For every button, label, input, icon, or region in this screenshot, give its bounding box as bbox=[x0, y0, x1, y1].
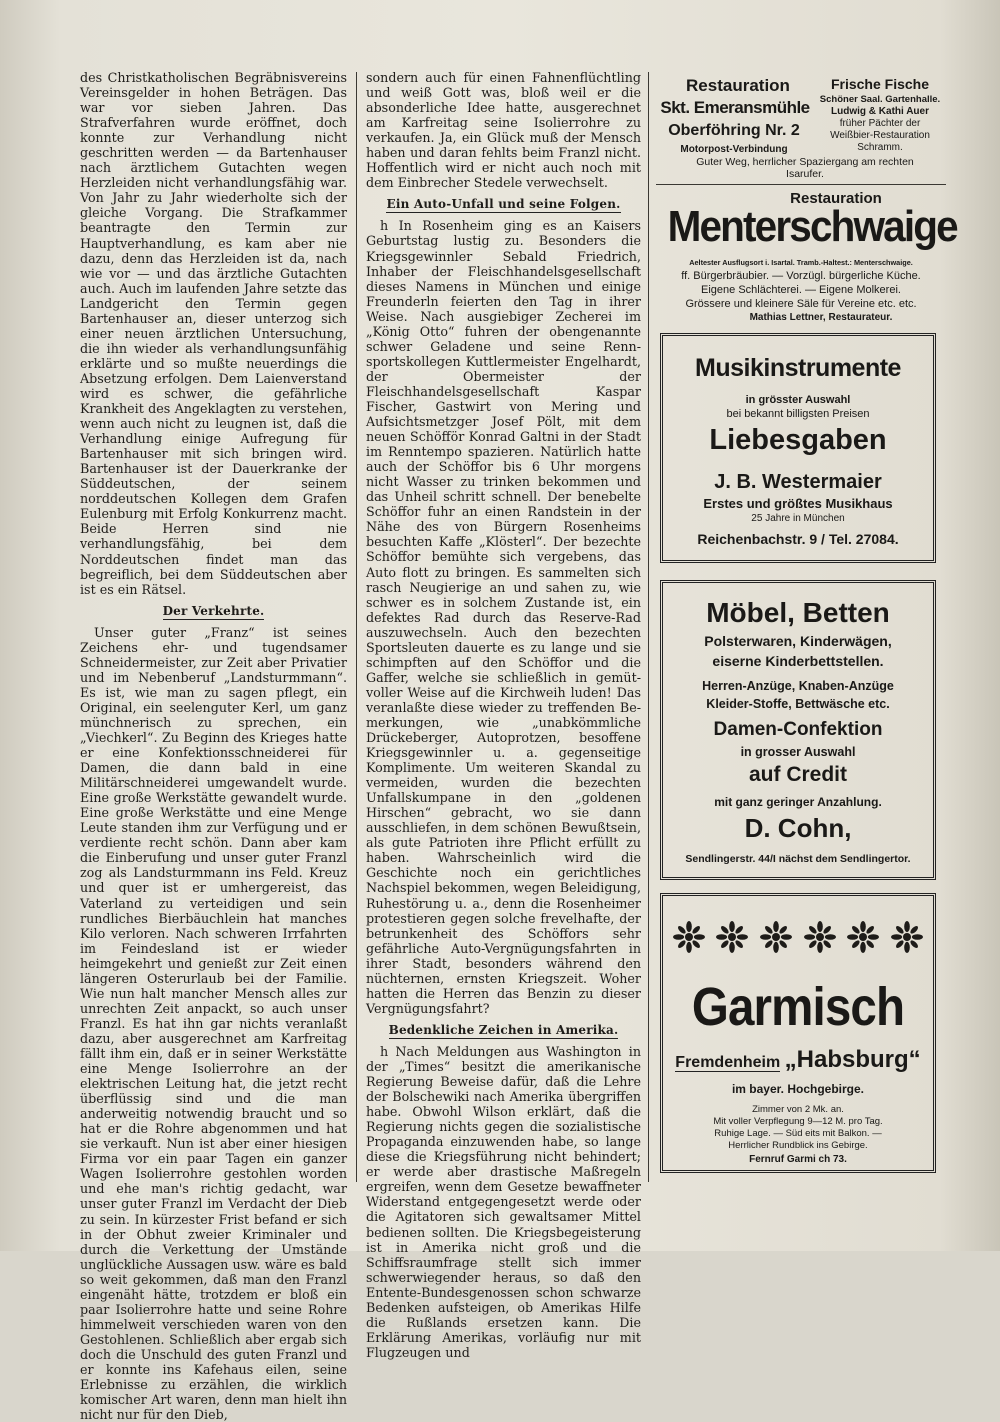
ad-moebel-betten bbox=[660, 580, 936, 880]
column-rule bbox=[648, 72, 649, 1182]
ad-line: Polsterwaren, Kinderwägen, bbox=[704, 633, 892, 649]
edelweiss-icon bbox=[760, 921, 792, 953]
ad-title: Möbel, Betten bbox=[706, 597, 890, 628]
ad-line: Grössere und kleinere Säle für Vereine etc. etc. bbox=[685, 298, 917, 310]
article-column-1 bbox=[80, 70, 347, 1422]
article-heading-der-verkehrte: Der Verkehrte. bbox=[162, 603, 265, 618]
ad-line: eiserne Kinderbettstellen. bbox=[712, 653, 884, 669]
article-heading-amerika: Bedenkliche Zeichen in Amerika. bbox=[388, 1022, 619, 1037]
ad-line: ff. Bürgerbräubier. — Vorzügl. bürgerliche Küche. bbox=[681, 270, 921, 282]
ad-line: in grösster Auswahl bbox=[745, 394, 851, 406]
ad-title-right: Frische Fische bbox=[830, 76, 930, 92]
article-column-2 bbox=[366, 70, 641, 1360]
ad-address: Reichenbachstr. 9 / Tel. 27084. bbox=[697, 531, 899, 547]
ad-headline: Liebesgaben bbox=[709, 424, 887, 456]
edelweiss-icon bbox=[804, 921, 836, 953]
ad-name: Menterschwaige bbox=[667, 202, 957, 251]
ad-line: Zimmer von 2 Mk. an. bbox=[752, 1104, 844, 1115]
ad-line: Herren-Anzüge, Knaben-Anzüge bbox=[702, 679, 894, 693]
article-paragraph: des Christkatholischen Begräbnisvereins Vereinsgelder in hohen Beträgen. Das war vor sieben Jahren. Das Strafverfahren wurde eröffnet, doch konnte zur Verhandlung nicht geschritten werden — da Bartenhauser nach ärztlichem Gutachten wegen Herzleiden nicht verhandlungsfähig war. Von Jahr zu Jahr wiederholte sich der gleiche Vorgang. Die Strafkammer beantragte den Termin zur Hauptverhandlung, es kam aber nie dazu, denn das Herzleiden ist da, nach wie vor — und das ärztliche Gutachten auch. Auch im laufenden Jahre setzte das Landgericht den Termin gegen Bartenhauser an, dieser unterzog sich einer neuen ärztlichen Untersuchung, die ihn wieder als verhandlungsunfähig erklärte und so mußte neuerdings die Absetzung erfolgen. Dem Laienverstand wird es schwer, die gefährliche Krankheit des Angeklagten zu verstehen, wenn auch nicht zu leugnen ist, daß die Verhandlung einige Aufregung für Bartenhauser mit sich bringen wird. Bartenhauser ist der Dauerkranke der Süddeutschen, der seinem norddeutschen Kollegen dem Grafen Eulenburg mit Erfolg Konkurrenz macht. Beide Herren sind nie verhandlungsfähig, bei dem Norddeutschen findet man das begreiflich, bei dem Süddeutschen aber ist es ein Rätsel. bbox=[80, 70, 347, 597]
ad-line: Aeltester Ausflugsort i. Isartal. Tramb.-Haltest.: Menterschwaige. bbox=[689, 258, 913, 267]
ad-line: in grosser Auswahl bbox=[740, 745, 856, 759]
ad-line: Kleider-Stoffe, Bettwäsche etc. bbox=[706, 697, 890, 711]
ad-line: 25 Jahre in München bbox=[751, 513, 845, 524]
ad-line: bei bekannt billigsten Preisen bbox=[726, 408, 870, 420]
ad-line: Fernruf Garmi ch 73. bbox=[749, 1154, 847, 1165]
ad-line: im bayer. Hochgebirge. bbox=[731, 1082, 865, 1096]
ad-subline: Motorpost-Verbindung bbox=[680, 144, 788, 155]
ad-title: Restauration bbox=[686, 76, 790, 95]
ad-address: Sendlingerstr. 44/I nächst dem Sendlingertor. bbox=[685, 853, 911, 865]
ad-line: Weißbier-Restauration bbox=[830, 130, 930, 141]
ad-headline: auf Credit bbox=[748, 763, 847, 786]
ad-line: Herrlicher Rundblick ins Gebirge. bbox=[728, 1140, 868, 1151]
ad-pension-line bbox=[663, 1046, 933, 1074]
ad-line: Eigene Schlächterei. — Eigene Molkerei. bbox=[701, 284, 901, 296]
ad-headline: Damen-Confektion bbox=[713, 719, 883, 740]
ad-name: J. B. Westermaier bbox=[714, 471, 882, 493]
column-rule bbox=[356, 72, 357, 1182]
ad-title: Garmisch bbox=[691, 977, 905, 1037]
article-heading-auto-unfall: Ein Auto-Unfall und seine Folgen. bbox=[386, 197, 621, 212]
ad-line: Ludwig & Kathi Auer bbox=[831, 106, 929, 117]
ad-name: Skt. Emeransmühle bbox=[660, 98, 810, 117]
edelweiss-icon bbox=[891, 921, 923, 953]
ad-line: Schramm. bbox=[857, 142, 903, 153]
edelweiss-icon bbox=[716, 921, 748, 953]
ad-menterschwaige bbox=[656, 188, 957, 323]
article-paragraph: sondern auch für einen Fahnenflüchtling und weiß Gott was, bloß weil er die absonderliche Idee hatte, ausgerechnet am Karfreitag seine Isolierrohre zu verkaufen. Ja, ein Glück muß der Mensch haben und daran fehlts beim Franzl nicht. Hoffentlich wird er nicht auch noch mit dem Einbrecher Stedele verwechselt. bbox=[366, 70, 641, 191]
ad-title: Musikinstrumente bbox=[695, 354, 901, 382]
ad-line: Schöner Saal. Gartenhalle. bbox=[819, 94, 941, 105]
ad-line: „Habsburg“ bbox=[784, 1046, 921, 1073]
article-paragraph: h Nach Meldungen aus Washington in der „Times“ besitzt die amerikanische Regierung Beweise dafür, daß die Lehre der Bolschewiki nach Amerika übergriffen habe. Obwohl Wilson erklärt, daß die Regierung nichts gegen die sozialistische Propaganda einzuwenden habe, so lange diese die Kriegsführung nicht behindert; er werde aber drastische Maßregeln ergreifen, wenn dem Gesetze bewaffneter Widerstand entgegengesetzt werde oder die Agitatoren sich gewaltsamer Mittel bedienen sollten. Die Kriegsbegeisterung ist in Amerika nicht groß und die Schiffsraumfrage stellt sich immer schwerwiegender heraus, so daß den Entente-Bundesgenossen schon schwarze Bedenken aufsteigen, ob Amerikas Hilfe die Rußlands ersetzen kann. Die Erklärung Amerikas, vorläufig nur mit Flugzeugen und bbox=[366, 1043, 641, 1360]
ad-name: D. Cohn, bbox=[744, 813, 852, 843]
ad-line: Guter Weg, herrlicher Spaziergang am rechten bbox=[696, 156, 914, 168]
ad-line: Mathias Lettner, Restaurateur. bbox=[749, 312, 893, 323]
ad-title: Restauration bbox=[790, 190, 882, 207]
ad-line: Erstes und größtes Musikhaus bbox=[703, 496, 893, 511]
ad-line: Ruhige Lage. — Süd eits mit Balkon. — bbox=[714, 1128, 882, 1139]
ad-line: früher Pächter der bbox=[839, 118, 921, 129]
ad-line: Isarufer. bbox=[786, 168, 824, 180]
edelweiss-icon bbox=[673, 921, 705, 953]
ad-line: Fremdenheim bbox=[675, 1054, 781, 1071]
ad-garmisch bbox=[660, 893, 936, 1173]
ad-musikinstrumente bbox=[660, 333, 936, 563]
ad-address: Oberföhring Nr. 2 bbox=[668, 122, 800, 139]
edelweiss-border bbox=[667, 902, 929, 972]
edelweiss-icon bbox=[847, 921, 879, 953]
ad-line: mit ganz geringer Anzahlung. bbox=[714, 795, 882, 809]
ad-line: Mit voller Verpflegung 9—12 M. pro Tag. bbox=[713, 1116, 883, 1127]
ad-separator bbox=[656, 184, 946, 185]
article-paragraph: h In Rosenheim ging es an Kaisers Geburtstag lustig zu. Besonders die Kriegsgewinnler Sebald Friedrich, Inhaber der Fleischhandelsgesellschaft dieses Namens in München und einige Freunderln feierten den Tag in ihrer Weise. Nach ausgiebiger Zecherei im „König Otto“ fuhren der obengenannte schwer Geladene und seine Rennsportskollegen Kuttlermeister Engelhardt, der Obermeister der Fleischhandelsgesellschaft Kaspar Fischer, Gastwirt von Mering und Aufsichtsmetzger Josef Pölt, mit dem neuen Schöfför Konrad Galtni in der Stadt im Renntempo spazieren. Natürlich hatte auch der Schöffor bis 6 Uhr morgens nicht Wasser zu trinken bekommen und das Unheil schritt schnell. Der benebelte Schöffor fuhr an einen Randstein in der Nähe des von Bürgern Rosenheims besuchten Kaffe „Klösterl“. Der bezechte Schöffor bemühte sich vergebens, das Auto flott zu bringen. Es sammelten sich rasch Neugierige an und sahen zu, wie schwer es in solchem Zustande ist, ein defektes Rad durch das Reserve-Rad auszuwechseln. Auch den bezechten Sportsleuten dauerte es zu lange und sie schimpften auf den Schöffor und die Gaffer, welche sie schließlich in gemütvoller Weise auf die Kirchweih luden! Das veranlaßte diese wieder zu treffenden Bemerkungen, wie „unabkömmliche Drückeberger, Autoprotzen, besoffene Kriegsgewinnler u. a. gegenseitige Komplimente. Um weiteren Skandal zu vermeiden, wurden die bezechten Unfallskumpane in den „goldenen Hirschen“ gebracht, wo sie dann ausschliefen, in dem schönen Bewußtsein, als gute Patrioten ihre Pflicht erfüllt zu haben. Wahrscheinlich wird die Geschichte noch ein gerichtliches Nachspiel bekommen, wegen Beleidigung, Ruhestörung u. a., denn die Rosenheimer protestieren gegen solche frevelhafte, der betrunkenheit des Schöffors sehr gefährliche Auto-Vergnügungsfahrten in ihrer Stadt, besonders während den nüchternen, ernsten Kriegszeit. Woher hatten die Herren das Benzin zu dieser Vergnügungsfahrt? bbox=[366, 218, 641, 1016]
ad-emeransmuehle bbox=[660, 70, 950, 182]
article-paragraph: Unser guter „Franz“ ist seines Zeichens ehr- und tugendsamer Schneidermeister, zur Zeit aber Privatier und im Nebenberuf „Landsturmmann“. Es ist, wie man zu sagen pflegt, ein Original, ein seelenguter Kerl, um ganz münchnerisch zu sprechen, ein „Viechkerl“. Zu Beginn des Krieges hatte er eine Konfektionsschneiderei für Damen, die dann bald in eine Militärschneiderei umgewandelt wurde. Eine große Werkstätte gewandelt wurde. Eine große Werkstätte und eine Menge Leute standen ihm zur Verfügung und er verdiente recht schön. Dann aber kam die Einberufung und unser guter Franzl zog als Landsturmmann ins Feld. Kreuz und quer ist er umhergereist, das Vaterland zu verteidigen und sein rundliches Bierbäuchlein hat manches Kilo verloren. Nach schweren Irrfahrten im Feindesland ist er wieder heimgekehrt und genießt zur Zeit einen längeren Osterurlaub bei der Familie. Wie nun halt mancher Mensch alles zur unrechten Zeit anpackt, so auch unser Franzl. Es hat ihn gar nichts veranlaßt dazu, aber ausgerechnet am Karfreitag fällt ihm ein, daß er in seiner Werkstätte eine Menge Isolierrohre an der elektrischen Leitung hat, die jetzt recht überflüssig sind und die man anderweitig notwendig braucht und so hat er die Rohre abgenommen und hat sie verkauft. Nun ist aber einer hiesigen Firma vor ein paar Tagen ein ganzer Wagen Isolierrohre gestohlen worden und ehe man's richtig gedacht, war unser guter Franzl im Verdacht der Dieb zu sein. In kürzester Frist befand er sich in der Obhut zweier Kriminaler und durch die Verkettung der Umstände unglückliche Aussagen usw. wäre es bald so weit gekommen, daß man den Franzl eingenäht hätte, trotzdem er bloß ein paar Isolierrohre hatte und seine Rohre himmelweit verschieden waren von den Gestohlenen. Schließlich aber ergab sich doch die Unschuld des guten Franzl und er konnte ins Kafehaus eilen, seine Erlebnisse zu erzählen, die wirklich komischer Art waren, denn man hielt ihn nicht nur für den Dieb, bbox=[80, 624, 347, 1422]
